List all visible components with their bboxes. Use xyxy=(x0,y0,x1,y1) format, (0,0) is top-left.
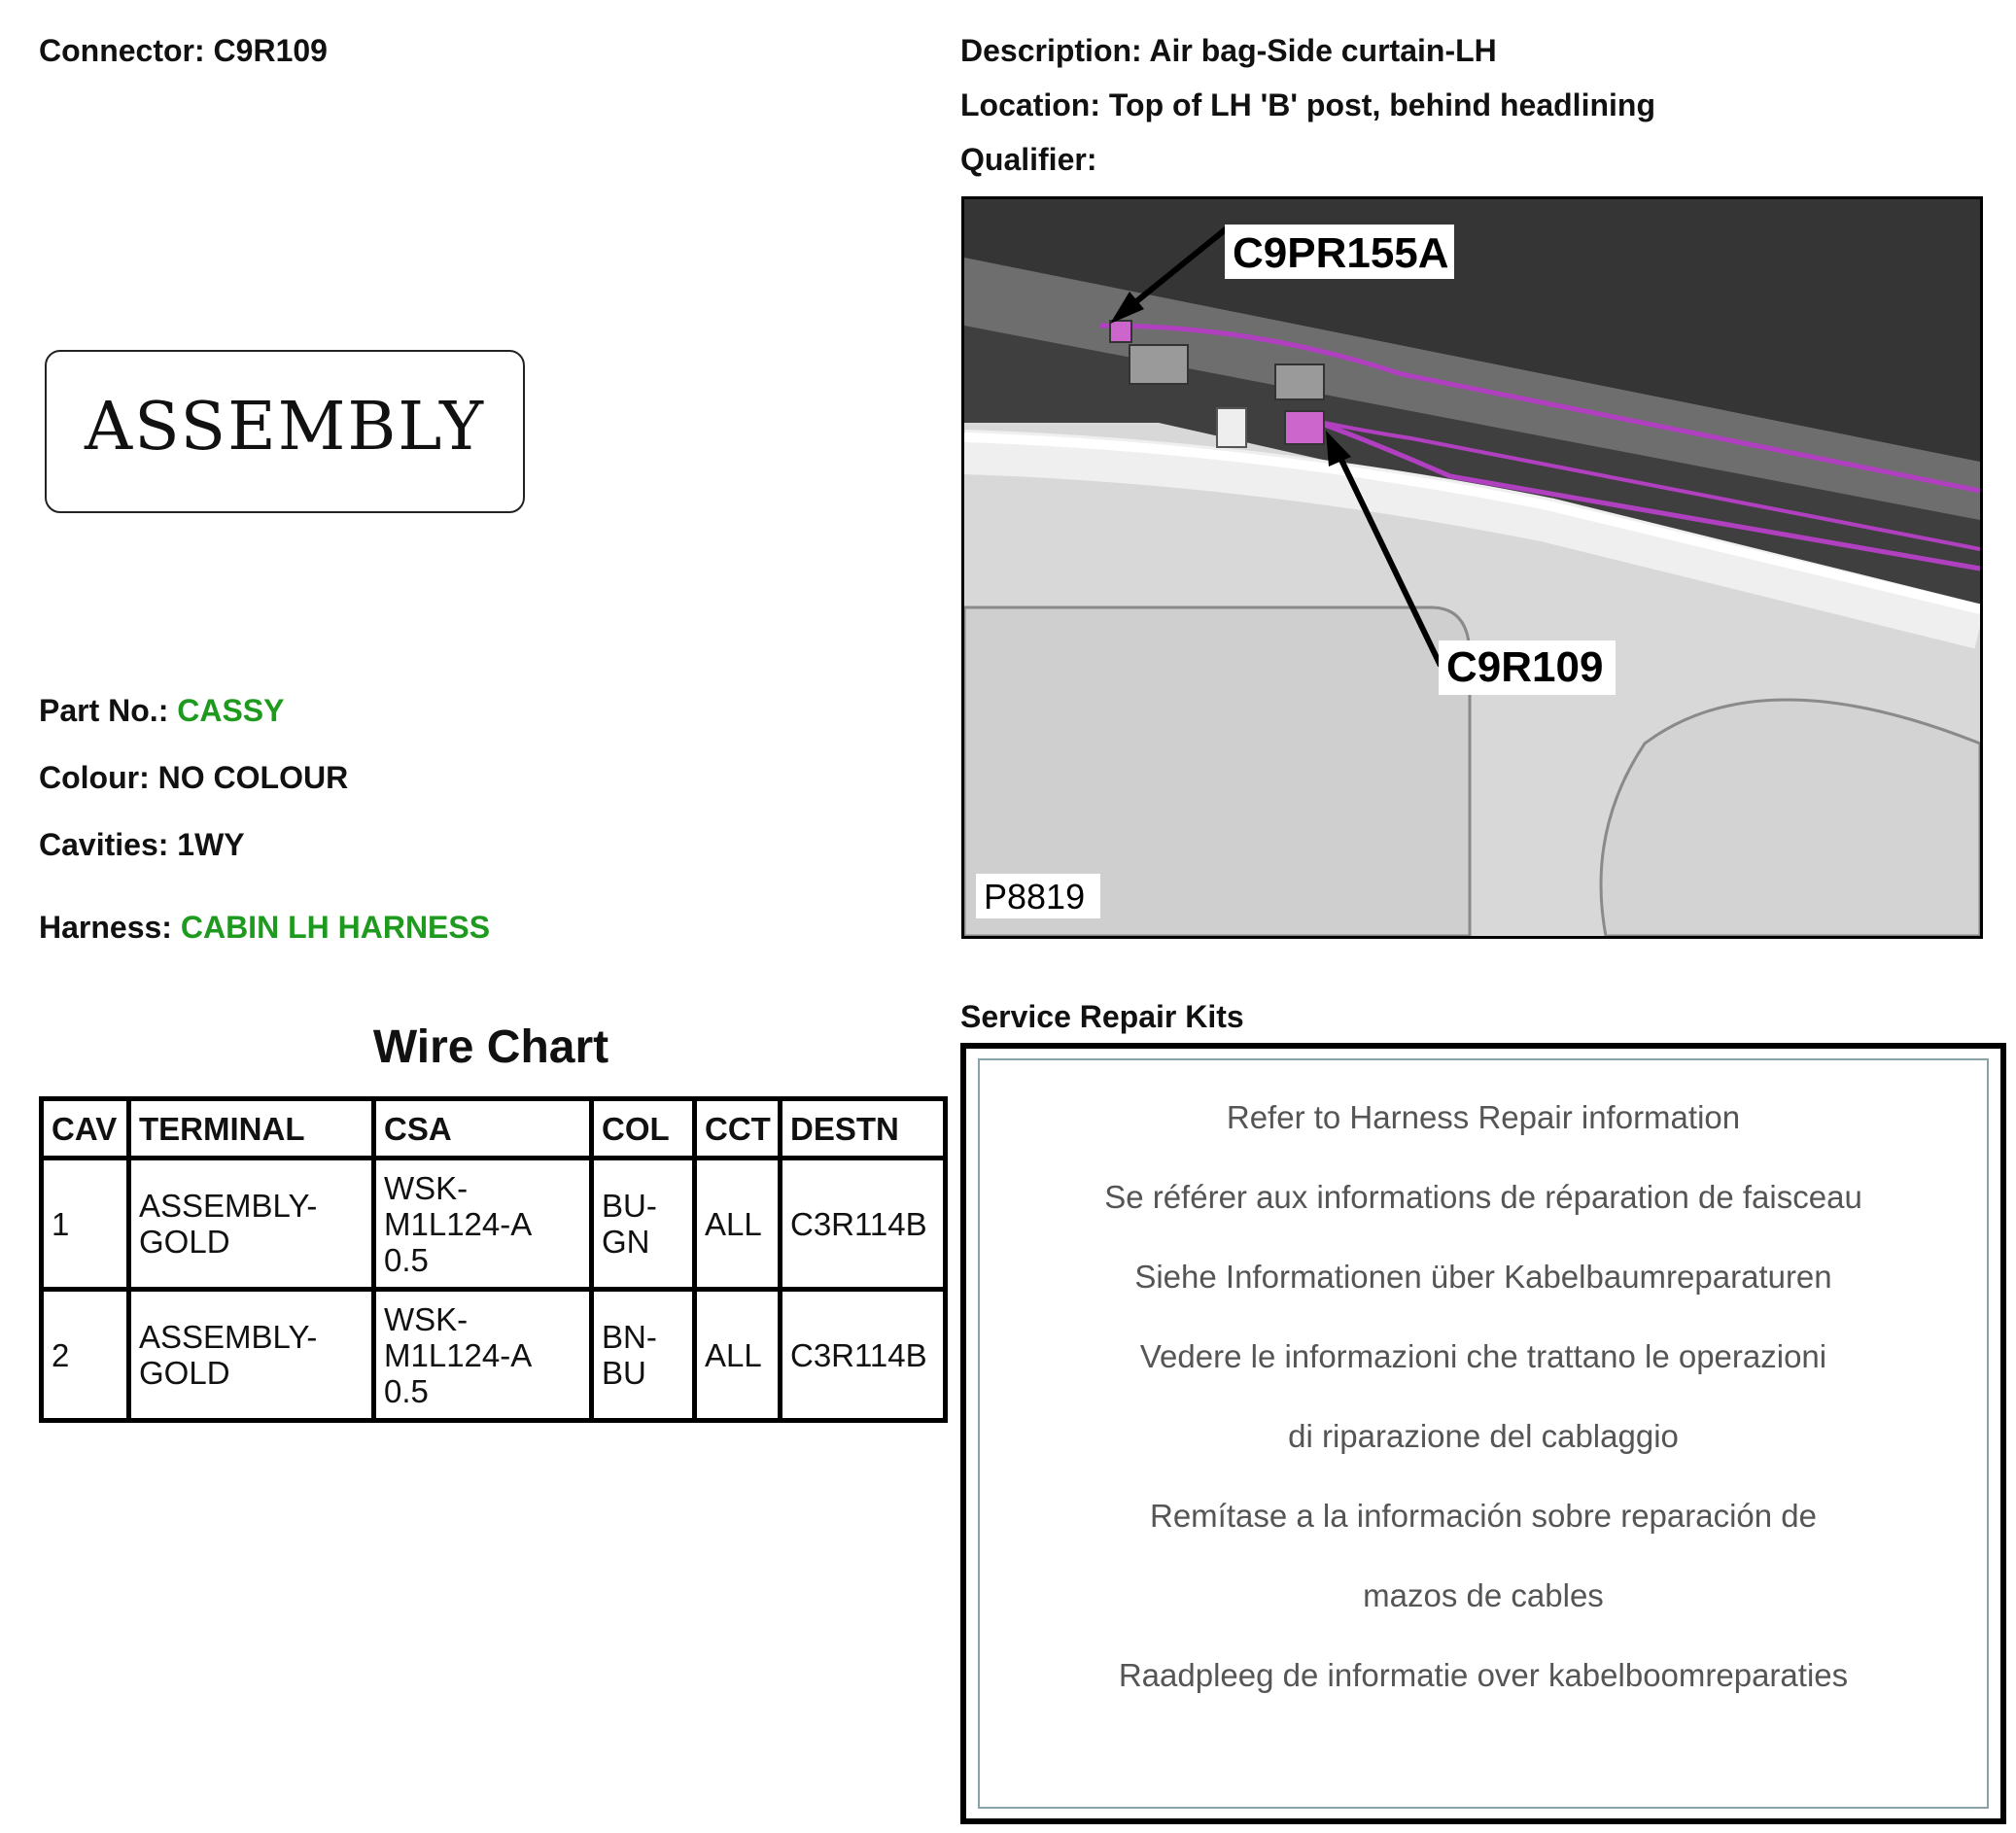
part-no-link[interactable]: CASSY xyxy=(177,693,285,728)
col-header-terminal: TERMINAL xyxy=(129,1099,374,1159)
part-no-label: Part No.: xyxy=(39,693,169,728)
qualifier-label: Qualifier: xyxy=(960,142,1097,177)
cell-cav: 1 xyxy=(42,1159,129,1290)
colour-field xyxy=(39,760,348,796)
table-row xyxy=(42,1290,946,1421)
repair-line: Siehe Informationen über Kabelbaumreparaturen xyxy=(1134,1259,1832,1295)
callout-c9r109: C9R109 xyxy=(1446,643,1604,691)
cavities-value: 1WY xyxy=(177,827,245,862)
cell-col: BN-BU xyxy=(592,1290,695,1421)
location-label: Location: xyxy=(960,87,1100,122)
cell-cct: ALL xyxy=(695,1159,781,1290)
cell-destn: C3R114B xyxy=(781,1290,946,1421)
colour-label: Colour: xyxy=(39,760,150,795)
description-value: Air bag-Side curtain-LH xyxy=(1149,33,1497,68)
connector-image xyxy=(45,350,525,513)
table-header-row xyxy=(42,1099,946,1159)
part-no-field xyxy=(39,693,284,729)
cell-terminal: ASSEMBLY-GOLD xyxy=(129,1290,374,1421)
col-header-col: COL xyxy=(592,1099,695,1159)
connector-image-text: ASSEMBLY xyxy=(84,389,485,466)
cell-cav: 2 xyxy=(42,1290,129,1421)
location-value: Top of LH 'B' post, behind headlining xyxy=(1108,87,1655,122)
wire-chart-table xyxy=(39,1096,948,1423)
colour-value: NO COLOUR xyxy=(157,760,349,795)
repair-line: Refer to Harness Repair information xyxy=(1226,1099,1741,1135)
cell-cct: ALL xyxy=(695,1290,781,1421)
cavities-field xyxy=(39,827,245,863)
cell-destn: C3R114B xyxy=(781,1159,946,1290)
repair-line: Raadpleeg de informatie over kabelboomreparaties xyxy=(1118,1657,1849,1693)
harness-field xyxy=(39,910,490,946)
figure-id: P8819 xyxy=(984,877,1086,916)
service-repair-title: Service Repair Kits xyxy=(960,999,1244,1034)
col-header-csa: CSA xyxy=(374,1099,592,1159)
connector-field xyxy=(39,33,328,69)
col-header-destn: DESTN xyxy=(781,1099,946,1159)
col-header-cct: CCT xyxy=(695,1099,781,1159)
wire-chart-title: Wire Chart xyxy=(372,1021,609,1073)
repair-line: Remítase a la información sobre reparación de xyxy=(1149,1498,1818,1534)
col-header-cav: CAV xyxy=(42,1099,129,1159)
harness-label: Harness: xyxy=(39,910,172,945)
repair-line: Se référer aux informations de réparation de faisceau xyxy=(1104,1179,1862,1215)
repair-line: mazos de cables xyxy=(1363,1577,1604,1613)
location-photo xyxy=(961,196,1983,939)
cell-csa: WSK-M1L124-A 0.5 xyxy=(374,1159,592,1290)
description-label: Description: xyxy=(960,33,1142,68)
repair-line: di riparazione del cablaggio xyxy=(1288,1418,1679,1454)
cavities-label: Cavities: xyxy=(39,827,169,862)
callout-c9pr155a: C9PR155A xyxy=(1233,229,1449,277)
cell-csa: WSK-M1L124-A 0.5 xyxy=(374,1290,592,1421)
cell-col: BU-GN xyxy=(592,1159,695,1290)
location-field xyxy=(960,87,1655,123)
service-repair-box xyxy=(960,1043,2006,1824)
description-field xyxy=(960,33,1497,69)
connector-label: Connector: xyxy=(39,33,205,68)
service-repair-inner xyxy=(978,1058,1989,1809)
cell-terminal: ASSEMBLY-GOLD xyxy=(129,1159,374,1290)
qualifier-field xyxy=(960,142,1096,178)
connector-value: C9R109 xyxy=(213,33,328,68)
repair-line: Vedere le informazioni che trattano le operazioni xyxy=(1139,1338,1827,1374)
harness-link[interactable]: CABIN LH HARNESS xyxy=(180,910,491,945)
table-row xyxy=(42,1159,946,1290)
